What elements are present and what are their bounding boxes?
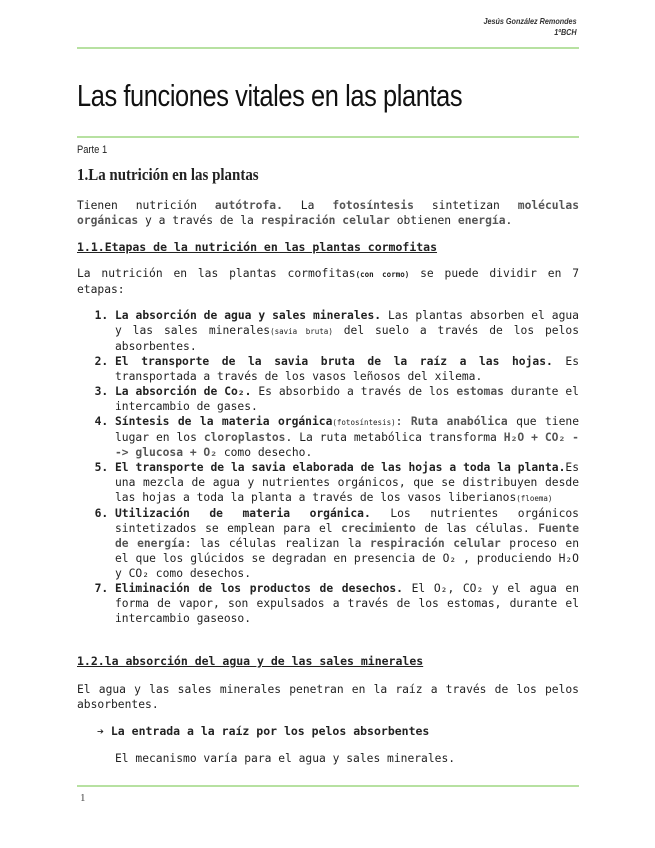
- author-name: Jesús González Remondes: [483, 16, 577, 26]
- section-heading-1: 1.La nutrición en las plantas: [77, 165, 259, 184]
- section-heading-1-2: 1.2.la absorción del agua y de las sales minerales: [77, 654, 424, 668]
- section12-intro: El agua y las sales minerales penetran en la raíz a través de los pelos absorbentes.: [77, 683, 579, 711]
- list-item: 2. El transporte de la savia bruta de la raíz a las hojas. Es transportada a través de los vasos leñosos del xilema.: [115, 354, 579, 384]
- footer-rule: [77, 785, 579, 787]
- arrow-right-icon: ➔: [97, 724, 104, 738]
- section1-intro: Tienen nutrición autótrofa. La fotosíntesis sintetizan moléculas orgánicas y a través de la respiración celular obtienen energía.: [77, 199, 579, 227]
- list-item: 4. Síntesis de la materia orgánica(fotosíntesis): Ruta anabólica que tiene lugar en los cloroplastos. La ruta metabólica transforma H₂O + CO₂ --> glucosa + O₂ como desecho.: [115, 414, 579, 460]
- section-heading-1-1: 1.1.Etapas de la nutrición en las plantas cormofitas: [77, 240, 438, 254]
- arrow-list-item: [97, 724, 429, 738]
- document-header: [484, 16, 577, 38]
- section11-intro: La nutrición en las plantas cormofitas(con cormo) se puede dividir en 7 etapas:: [77, 267, 580, 296]
- part-label: Parte 1: [77, 144, 108, 156]
- top-rule: [77, 47, 579, 49]
- list-item: 3. La absorción de Co₂. Es absorbido a través de los estomas durante el intercambio de gases.: [115, 384, 579, 414]
- nutrition-steps-list: [77, 308, 579, 626]
- list-item: 7. Eliminación de los productos de desechos. El O₂, CO₂ y el agua en forma de vapor, son expulsados a través de los estomas, durante el intercambio gaseoso.: [115, 581, 579, 626]
- section12-paragraph: El mecanismo varía para el agua y sales minerales.: [115, 752, 456, 765]
- list-item: 1. La absorción de agua y sales minerales. Las plantas absorben el agua y las sales minerales(savia bruta) del suelo a través de los pelos absorbentes.: [115, 308, 579, 354]
- title-rule: [77, 136, 579, 138]
- list-item: 6. Utilización de materia orgánica. Los nutrientes orgánicos sintetizados se emplean para el crecimiento de las células. Fuente de energía: las células realizan la respiración celular proceso en el que los glúcidos se degradan en presencia de O₂ , produciendo H₂O y CO₂ como desechos.: [115, 506, 579, 581]
- arrow-item-label: La entrada a la raíz por los pelos absorbentes: [110, 724, 430, 738]
- class-label: 1ºBCH: [554, 27, 577, 37]
- page-title: Las funciones vitales en las plantas: [77, 78, 463, 113]
- page-number: 1: [80, 792, 86, 804]
- list-item: 5. El transporte de la savia elaborada de las hojas a toda la planta.Es una mezcla de agua y nutrientes orgánicos, que se distribuyen desde las hojas a toda la planta a través de los vasos liberianos(floema): [115, 460, 579, 506]
